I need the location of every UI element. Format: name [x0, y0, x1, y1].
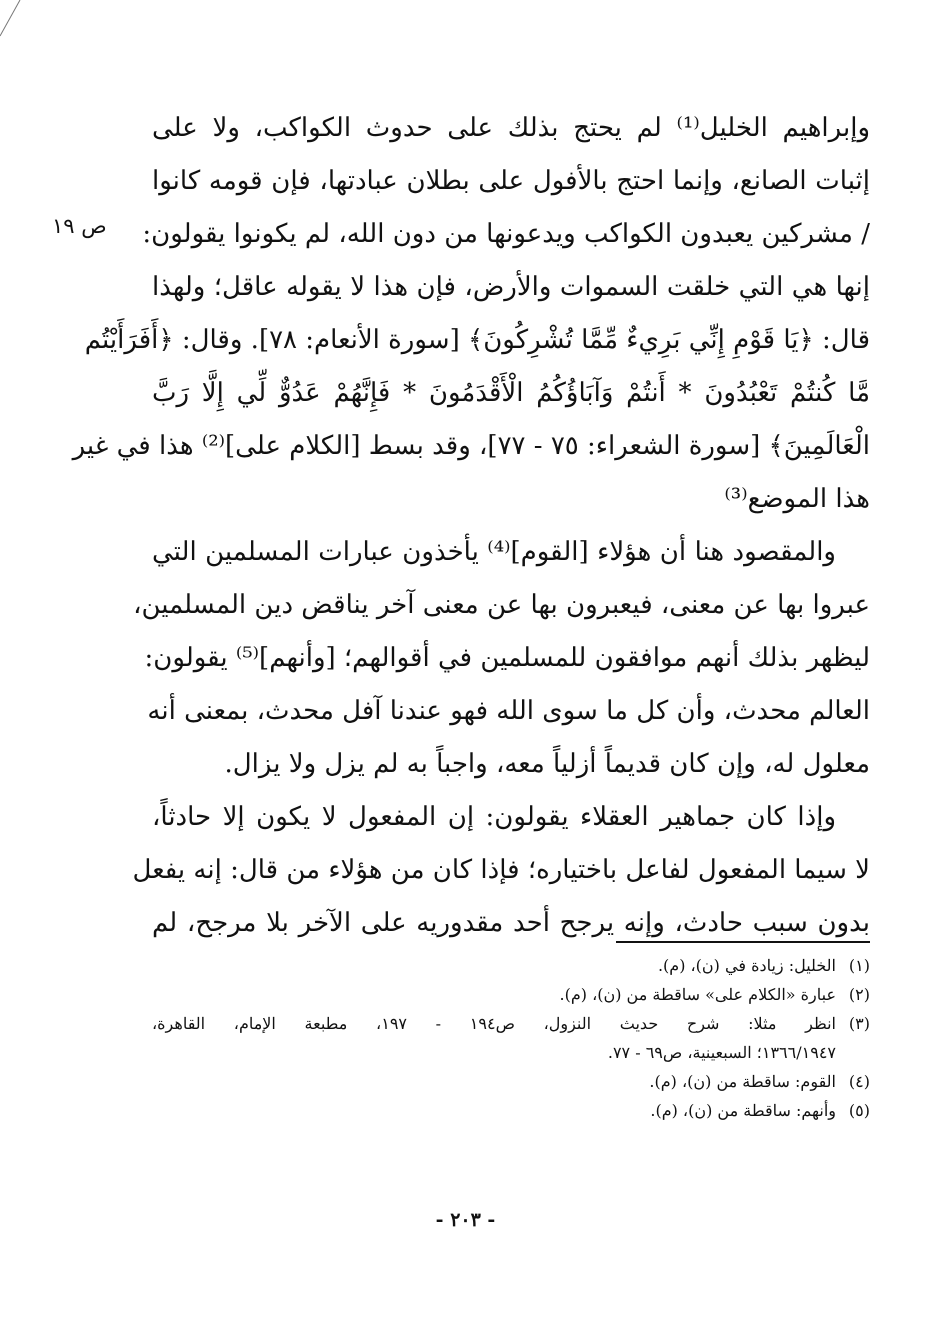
footnote: [152, 1067, 870, 1096]
footnote-number: (٢): [848, 985, 870, 1004]
text-line: العالم محدث، وأن كل ما سوى الله فهو عندنا آفل محدث، بمعنى أنه: [147, 696, 870, 726]
text-line: إثبات الصانع، وإنما احتج بالأفول على بطلان عبادتها، فإن قومه كانوا: [152, 166, 870, 196]
text-line: لا سيما المفعول لفاعل باختياره؛ فإذا كان من هؤلاء من قال: إنه يفعل: [132, 855, 870, 885]
text-line: عبروا بها عن معنى، فيعبرون بها عن معنى آخر يناقض دين المسلمين،: [133, 590, 870, 620]
footnote: [152, 951, 870, 980]
footnote-number: (٥): [848, 1101, 870, 1120]
text-line: ليظهر بذلك أنهم موافقون للمسلمين في أقوالهم؛ [وأنهم]⁽⁵⁾ يقولون:: [144, 643, 870, 673]
page-number: - ٢٠٣ -: [435, 1209, 496, 1231]
footnote-text: القوم: ساقطة من (ن)، (م).: [649, 1072, 836, 1091]
footnote-text: ١٣٦٦/١٩٤٧؛ السبعينية، ص٦٩ - ٧٧.: [607, 1043, 836, 1062]
text-line: هذا الموضع⁽³⁾: [724, 484, 870, 514]
footnote-text: وأنهم: ساقطة من (ن)، (م).: [650, 1101, 836, 1120]
footnote-continuation: [152, 1038, 870, 1067]
footnote-number: (٣): [848, 1014, 871, 1033]
text-line: إنها هي التي خلقت السموات والأرض، فإن هذا لا يقوله عاقل؛ ولهذا: [152, 272, 870, 302]
corner-fold-mark: [0, 0, 60, 40]
footnote-text: عبارة «الكلام على» ساقطة من (ن)، (م).: [559, 985, 836, 1004]
footnote-number: (٤): [848, 1072, 870, 1091]
text-line: معلول له، وإن كان قديماً أزلياً معه، واجباً به لم يزل ولا يزال.: [224, 749, 870, 779]
footnote: [152, 1096, 870, 1125]
footnote: [152, 980, 870, 1009]
manuscript-page-marker: ص ١٩: [52, 214, 107, 238]
text-line: مَّا كُنتُمْ تَعْبُدُونَ * أَنتُمْ وَآبَاؤُكُمُ الْأَقْدَمُونَ * فَإِنَّهُمْ عَدُوٌّ لِّي إِلَّا رَبَّ: [152, 378, 870, 408]
text-line: الْعَالَمِينَ﴾ [سورة الشعراء: ٧٥ - ٧٧]، وقد بسط [الكلام على]⁽²⁾ هذا في غير: [72, 431, 870, 461]
text-line: والمقصود هنا أن هؤلاء [القوم]⁽⁴⁾ يأخذون عبارات المسلمين التي: [152, 537, 836, 567]
text-line: قال: ﴿يَا قَوْمِ إِنِّي بَرِيءٌ مِّمَّا تُشْرِكُونَ﴾ [سورة الأنعام: ٧٨]. وقال: ﴿أَفَرَأَيْتُم: [84, 325, 870, 355]
text-line: / مشركين يعبدون الكواكب ويدعونها من دون الله، لم يكونوا يقولون:: [142, 219, 870, 249]
text-line: بدون سبب حادث، وإنه يرجح أحد مقدوريه على الآخر بلا مرجح، لم: [152, 908, 870, 938]
footnote: [152, 1009, 870, 1038]
footnote-text: انظر مثلا: شرح حديث النزول، ص١٩٤ - ١٩٧، مطبعة الإمام، القاهرة،: [152, 1014, 837, 1033]
footnotes: [152, 951, 870, 1125]
footnote-text: الخليل: زيادة في (ن)، (م).: [657, 956, 836, 975]
text-line: وإبراهيم الخليل⁽¹⁾ لم يحتج بذلك على حدوث الكواكب، ولا على: [152, 113, 870, 143]
text-line: وإذا كان جماهير العقلاء يقولون: إن المفعول لا يكون إلا حادثاً،: [152, 802, 836, 832]
footnote-divider: [616, 941, 870, 943]
footnote-number: (١): [848, 956, 870, 975]
